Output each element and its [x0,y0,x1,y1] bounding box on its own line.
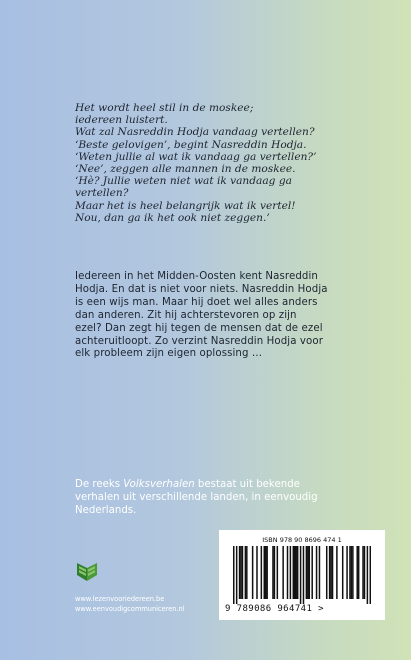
blurb-line: is een wijs man. Maar hij doet wel alles anders [75,296,318,308]
barcode-bar [358,546,360,599]
barcode-bar [364,546,366,599]
barcode-bar [352,546,354,599]
barcode-bar [261,546,263,599]
barcode-bar [329,546,331,599]
barcode-bar [240,546,242,599]
barcode-bar [265,546,267,599]
barcode-bar [319,546,321,599]
isbn-barcode [219,530,385,620]
barcode-bar [346,546,348,599]
barcode-bar [266,546,268,599]
barcode-bar [332,546,334,599]
book-blurb [75,271,375,361]
barcode-bar [246,546,248,599]
barcode-bar [362,546,364,599]
series-description [75,479,385,518]
barcode-bar [370,546,371,604]
barcode-bar [256,546,258,599]
barcode-bar [274,546,276,599]
barcode-bar [282,546,284,599]
barcode-bar [330,546,332,599]
barcode-bar [342,546,344,599]
barcode-bar [294,546,296,599]
barcode-bar [293,546,295,599]
poem-line: ‘Nee’, zeggen alle mannen in de moskee. [75,163,296,176]
book-leaf-logo-icon [76,560,98,582]
barcode-bar [236,546,238,604]
poem-line: ‘Weten jullie al wat ik vandaag ga vertellen?’ [75,150,317,163]
barcode-bar [367,546,369,604]
barcode-bar [272,546,274,599]
barcode-bar [297,546,299,599]
poem-line: iedereen luistert. [75,114,168,127]
barcode-bar [307,546,309,599]
series-prefix: De reeks [75,479,124,490]
barcode-bars [233,546,371,604]
barcode-bar [264,546,266,599]
website-links [75,594,185,615]
barcode-bar [290,546,292,599]
poem-line: Het wordt heel stil in de moskee; [75,102,254,114]
poem-line: Nou, dan ga ik het ook niet zeggen.’ [75,211,270,224]
poem-line: ‘Beste gelovigen’, begint Nasreddin Hodja. [75,138,307,151]
poem-line: Maar het is heel belangrijk wat ik vertel! [75,199,296,212]
link-eenvoudigcommuniceren[interactable]: www.eenvoudigcommuniceren.nl [75,605,185,614]
series-line: verhalen uit verschillende landen, in eenvoudig [75,491,318,503]
poem-line: Wat zal Nasreddin Hodja vandaag vertellen? [75,126,315,139]
poem-line: ‘Hè? Jullie weten niet wat ik vandaag ga [75,175,292,188]
blurb-line: dan anderen. Zit hij achterstevoren op zijn [75,309,297,321]
barcode-bar [252,546,254,599]
series-line: Nederlands. [75,504,137,516]
barcode-bar [303,546,305,604]
barcode-bar [242,546,244,599]
isbn-label: ISBN 978 90 8696 474 1 [262,536,342,544]
series-title: Volksverhalen [123,479,195,490]
barcode-bar [311,546,313,599]
barcode-bar [309,546,311,599]
barcode-bar [349,546,351,599]
barcode-bar [233,546,235,604]
blurb-line: ezel? Dan zegt hij tegen de mensen dat de ezel [75,322,323,334]
barcode-bar [287,546,289,599]
barcode-bar [326,546,328,599]
barcode-bar [295,546,297,599]
blurb-line: Hodja. En dat is niet voor niets. Nasreddin Hodja [75,283,328,295]
barcode-bar [351,546,353,599]
poem-line: vertellen? [75,187,129,200]
link-lezenvooriedereen[interactable]: www.lezenvooriedereen.be [75,595,165,603]
blurb-line: elk probleem zijn eigen oplossing … [75,348,263,360]
barcode-bar [336,546,338,599]
series-line [75,479,385,492]
blurb-line: Iedereen in het Midden-Oosten kent Nasreddin [75,271,318,282]
poem-excerpt [75,102,375,224]
barcode-bar [300,546,302,604]
barcode-bar [306,546,308,599]
blurb-line: achteruitloopt. Zo verzint Nasreddin Hodja voor [75,335,323,347]
series-suffix: bestaat uit bekende [194,479,300,490]
barcode-bar [245,546,247,599]
barcode-bar [277,546,279,599]
barcode-digits: 9 789086 964741 > [225,604,324,614]
barcode-bar [239,546,241,599]
barcode-bar [356,546,358,599]
barcode-bar [316,546,318,599]
